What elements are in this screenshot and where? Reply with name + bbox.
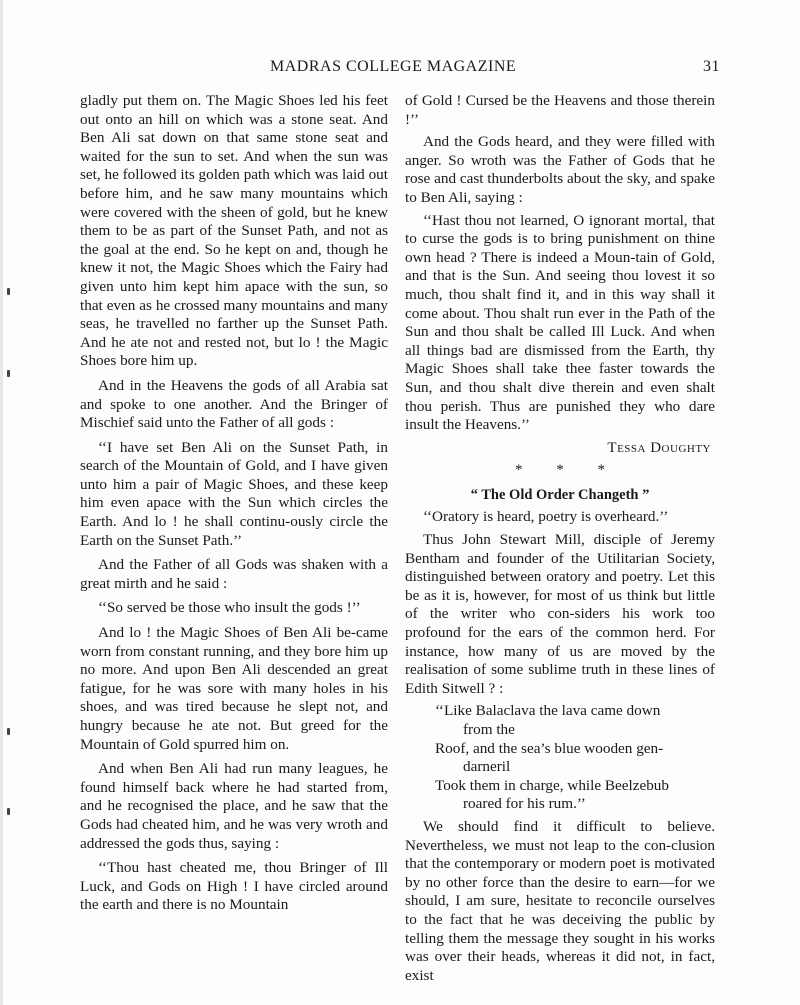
margin-mark [7,728,10,735]
page-number: 31 [703,58,720,75]
quote-paragraph: ‘‘Hast thou not learned, O ignorant mortal, that to curse the gods is to bring punishment on thine own head ? There is indeed a Moun-tain of Gold, and that is the Sun. And seeing thou lovest it so much, thou shalt find it, and in this way shall it come about. Thou shalt run ever in the Path of the Sun and thou shalt be called Ill Luck. And when all things bad are dismissed from the Earth, thy Magic Shoes shall take thee faster towards the Sun, and thou shalt dive therein and even shalt thou perish. Thus are punished they who dare insult the Heavens.’’ [405,211,715,434]
margin-mark [7,370,10,377]
paragraph: And when Ben Ali had run many leagues, he found himself back where he had started from, and he recognised the place, and he saw that the Gods had cheated him, and he was very wroth and addressed the gods thus, saying : [80,760,388,852]
paragraph: And in the Heavens the gods of all Arabia sat and spoke to one another. And the Bringer of Mischief said unto the Father of all gods : [80,376,388,432]
paragraph: And lo ! the Magic Shoes of Ben Ali be-came worn from constant running, and they bore him up no more. And upon Ben Ali descended an great fatigue, for he was sore with many holes in his shoes, and was tired because he slept not, and hungry because he ate not. But greed for the Mountain of Gold spurred him on. [80,624,388,753]
quote-paragraph: ‘‘So served be those who insult the gods !’’ [98,599,361,617]
poem-line: Roof, and the sea’s blue wooden gen- [435,739,664,757]
paragraph: gladly put them on. The Magic Shoes led his feet out onto an hill on which was a stone seat. And Ben Ali sat down on that same stone seat and waited for the sun to set. And when the sun was set, he followed its golden path which was laid out before him, and he saw many mountains which were covered with the sheen of gold, but he knew them to be as part of the Sunset Path, and not as the goal at the end. So he kept on and, though he knew it not, the Magic Shoes which the Fairy had given unto him kept him apace with the sun, so that even as he crossed many mountains and many seas, he travelled no farther up the Sunset Path. And he ate not and rested not, but lo ! the Magic Shoes bore him up. [80,92,388,370]
paragraph: We should find it difficult to believe. Nevertheless, we must not leap to the con-clusion that the contemporary or modern poet is motivated by no other force than the desire to earn—for we should, I am sure, hesitate to reconcile ourselves to the fact that he was deceiving the public by telling them the message they sought in his works was over their heads, whereas it did not, in fact, exist [405,817,715,984]
paragraph: And the Gods heard, and they were filled with anger. So wroth was the Father of Gods that he rose and cast thunderbolts about the sky, and spake to Ben Ali, saying : [405,133,715,206]
margin-mark [7,808,10,815]
magazine-title: MADRAS COLLEGE MAGAZINE [270,58,517,75]
poem-line: ‘‘Like Balaclava the lava came down [435,702,661,720]
poem-line: darneril [463,758,511,776]
running-header [80,58,720,82]
quote-paragraph: ‘‘I have set Ben Ali on the Sunset Path, in search of the Mountain of Gold, and I have given unto him a pair of Magic Shoes, and these keep him even apace with the Sun which circles the Earth. And lo ! he shall continu-ously circle the Earth on the Sunset Path.’’ [80,438,388,549]
epigraph: ‘‘Oratory is heard, poetry is overheard.’’ [423,508,669,526]
section-separator: * * * [515,462,605,479]
poem-line: roared for his rum.’’ [463,795,586,813]
poem-line: from the [463,721,515,738]
page-edge [0,0,3,1005]
margin-mark [7,288,10,295]
left-column [80,92,388,921]
poem-line: Took them in charge, while Beelzebub [435,776,669,794]
paragraph: And the Father of all Gods was shaken with a great mirth and he said : [80,556,388,592]
paragraph: Thus John Stewart Mill, disciple of Jeremy Bentham and founder of the Utilitarian Society, distinguished between oratory and poetry. Let this be as it is, however, for most of us think but little of the writer who con-siders his work too profound for the ears of the common herd. For instance, how many of us are moved by the realisation of some sublime truth in these lines of Edith Sitwell ? : [405,531,715,697]
paragraph: of Gold ! Cursed be the Heavens and those therein !’’ [405,92,715,128]
author-signature: Tessa Doughty [607,439,711,456]
right-column [405,92,715,991]
poem-quote [435,702,715,814]
quote-paragraph: ‘‘Thou hast cheated me, thou Bringer of Ill Luck, and Gods on High ! I have circled around the earth and there is no Mountain [80,859,388,914]
article-title: “ The Old Order Changeth ” [470,486,650,503]
